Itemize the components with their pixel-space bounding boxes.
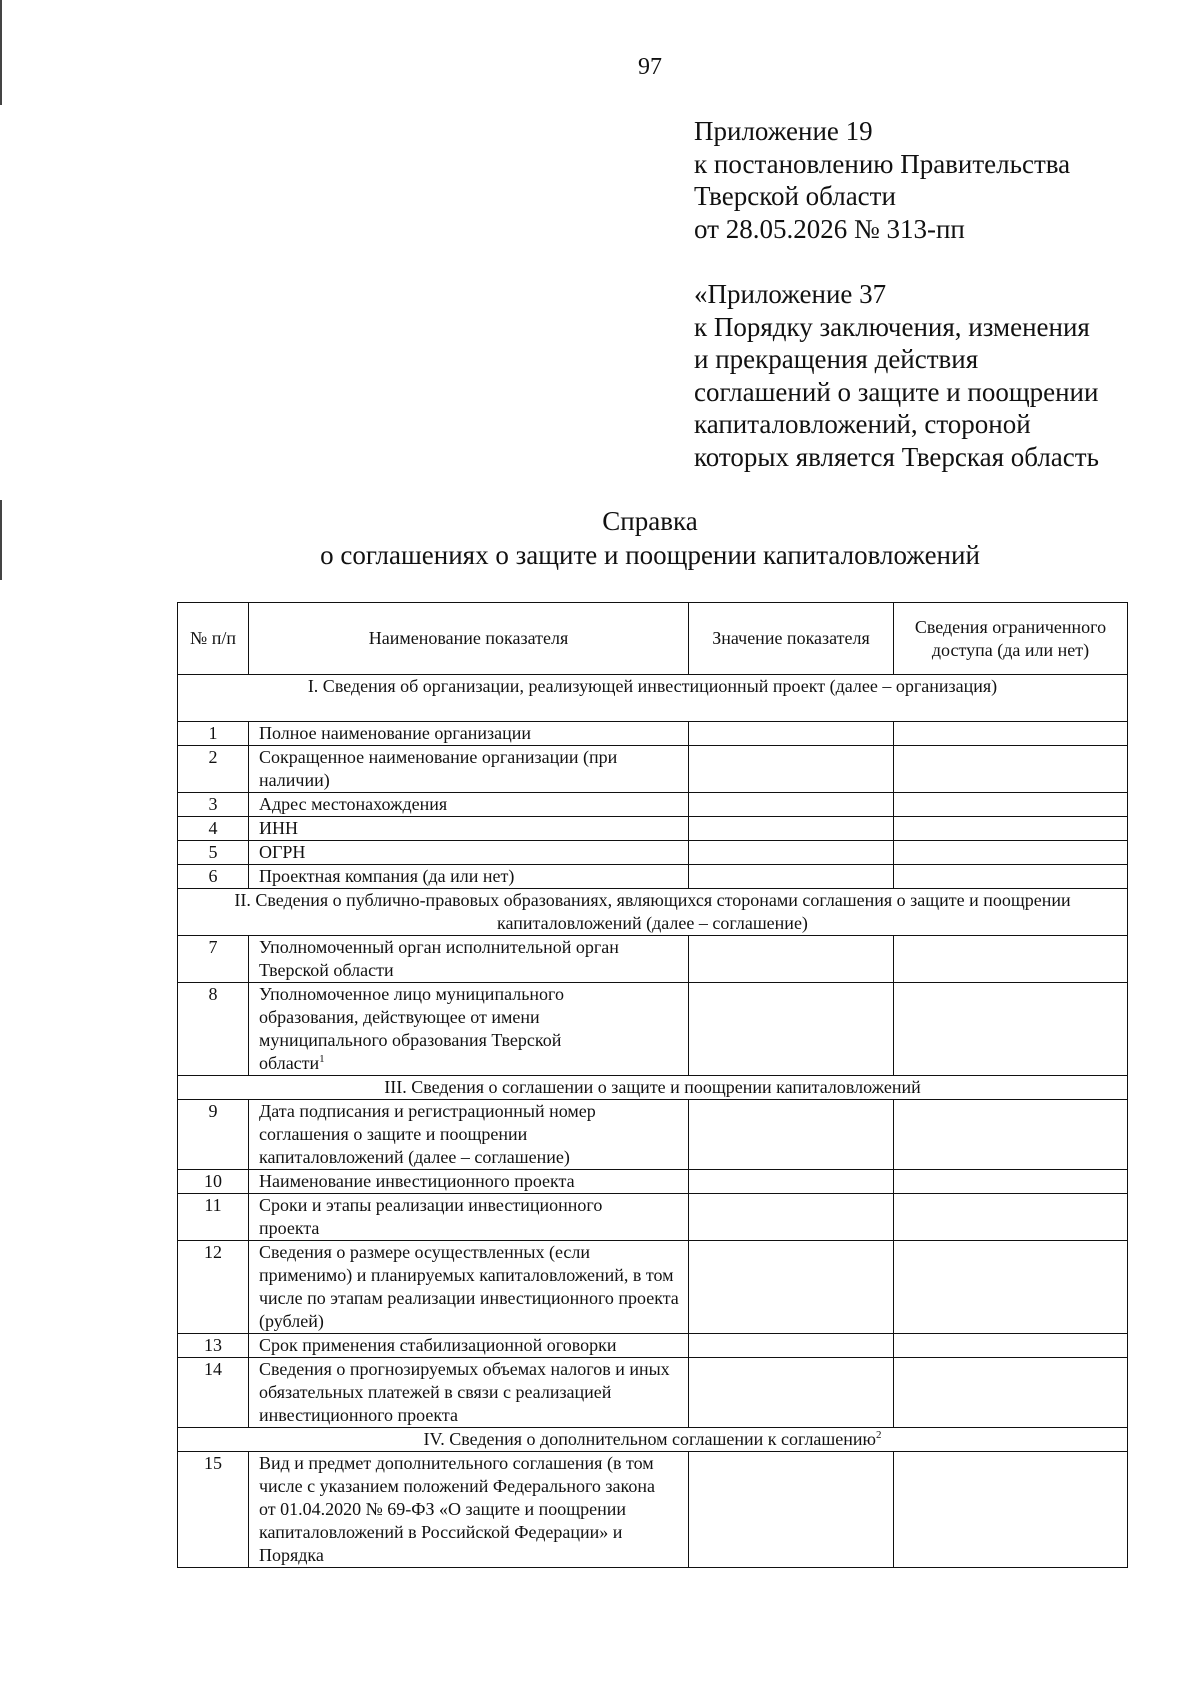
footnote-marker: 2 — [875, 1429, 882, 1441]
appendix-sub-line: которых является Тверская область — [694, 441, 1099, 472]
row-name-cell — [249, 983, 689, 1076]
appendix-sub-line: «Приложение 37 — [694, 279, 887, 309]
table-row — [178, 1241, 1128, 1334]
appendix-main-line: от 28.05.2026 № 313-пп — [694, 213, 965, 244]
row-number: 6 — [178, 865, 249, 889]
title-line-2: о соглашениях о защите и поощрении капиталовложений — [320, 540, 980, 570]
row-restricted-cell — [894, 1358, 1128, 1428]
row-value-cell — [689, 1358, 894, 1428]
section-title: I. Сведения об организации, реализующей инвестиционный проект (далее – организация) — [178, 675, 1128, 722]
row-restricted-cell — [894, 746, 1128, 793]
row-value-cell — [689, 1334, 894, 1358]
row-number: 14 — [178, 1358, 249, 1428]
appendix-sub-line: и прекращения действия — [694, 344, 979, 374]
row-name: Вид и предмет дополнительного соглашения (в том числе с указанием положений Федерального закона от 01.04.2020 № 69-ФЗ «О защите и поощрении капиталовложений в Российской Федерации» и Порядка — [249, 1452, 689, 1568]
row-restricted-cell — [894, 1194, 1128, 1241]
row-value-cell — [689, 722, 894, 746]
scan-edge-mark-top — [0, 0, 2, 105]
header-restricted: Сведения ограниченного доступа (да или нет) — [894, 603, 1128, 675]
section-title: IV. Сведения о дополнительном соглашении к соглашению — [423, 1429, 876, 1449]
row-value-cell — [689, 746, 894, 793]
table-row — [178, 1100, 1128, 1170]
row-restricted-cell — [894, 722, 1128, 746]
row-name: Дата подписания и регистрационный номер соглашения о защите и поощрении капиталовложений (далее – соглашение) — [249, 1100, 689, 1170]
table-row — [178, 865, 1128, 889]
row-value-cell — [689, 1170, 894, 1194]
appendix-main-line: Приложение 19 — [694, 116, 873, 146]
section-row — [178, 675, 1128, 722]
row-value-cell — [689, 865, 894, 889]
table-row — [178, 793, 1128, 817]
table-row — [178, 1170, 1128, 1194]
row-restricted-cell — [894, 793, 1128, 817]
row-value-cell — [689, 936, 894, 983]
row-name: Наименование инвестиционного проекта — [249, 1170, 689, 1194]
row-name: Уполномоченный орган исполнительной орган Тверской области — [249, 936, 689, 983]
table-row — [178, 1358, 1128, 1428]
row-number: 11 — [178, 1194, 249, 1241]
row-name: Полное наименование организации — [249, 722, 689, 746]
row-number: 2 — [178, 746, 249, 793]
appendix-sub-line: к Порядку заключения, изменения — [694, 311, 1090, 342]
indicators-table — [177, 602, 1128, 1568]
row-number: 8 — [178, 983, 249, 1076]
row-restricted-cell — [894, 1241, 1128, 1334]
table-row — [178, 983, 1128, 1076]
row-number: 12 — [178, 1241, 249, 1334]
row-restricted-cell — [894, 817, 1128, 841]
row-number: 5 — [178, 841, 249, 865]
row-name: Срок применения стабилизационной оговорки — [249, 1334, 689, 1358]
appendix-sub — [694, 278, 1099, 473]
table-row — [178, 1334, 1128, 1358]
section-title: III. Сведения о соглашении о защите и поощрении капиталовложений — [178, 1076, 1128, 1100]
row-value-cell — [689, 1100, 894, 1170]
appendix-main-line: к постановлению Правительства — [694, 148, 1071, 179]
document-title — [0, 504, 1200, 572]
row-name: Сведения о размере осуществленных (если применимо) и планируемых капиталовложений, в том числе по этапам реализации инвестиционного проекта (рублей) — [249, 1241, 689, 1334]
table-header-row — [178, 603, 1128, 675]
row-value-cell — [689, 817, 894, 841]
appendix-sub-line: капиталовложений, стороной — [694, 409, 1031, 439]
section-row — [178, 889, 1128, 936]
row-name: Сроки и этапы реализации инвестиционного проекта — [249, 1194, 689, 1241]
table-row — [178, 1452, 1128, 1568]
row-value-cell — [689, 983, 894, 1076]
appendix-sub-line: соглашений о защите и поощрении — [694, 376, 1099, 407]
row-name: Сокращенное наименование организации (при наличии) — [249, 746, 689, 793]
table-row — [178, 841, 1128, 865]
title-line-1: Справка — [602, 506, 698, 536]
row-restricted-cell — [894, 841, 1128, 865]
row-number: 9 — [178, 1100, 249, 1170]
section-title: II. Сведения о публично-правовых образованиях, являющихся сторонами соглашения о защите и поощрении капиталовложений (далее – соглашение) — [178, 889, 1128, 936]
row-restricted-cell — [894, 1334, 1128, 1358]
table-row — [178, 817, 1128, 841]
row-value-cell — [689, 841, 894, 865]
page-number: 97 — [638, 54, 662, 80]
row-name: ОГРН — [249, 841, 689, 865]
row-restricted-cell — [894, 936, 1128, 983]
table-row — [178, 746, 1128, 793]
row-restricted-cell — [894, 1452, 1128, 1568]
table-row — [178, 936, 1128, 983]
row-name: Адрес местонахождения — [249, 793, 689, 817]
row-restricted-cell — [894, 1170, 1128, 1194]
row-restricted-cell — [894, 865, 1128, 889]
row-number: 13 — [178, 1334, 249, 1358]
row-name: Уполномоченное лицо муниципального образования, действующее от имени муниципального образования Тверской области — [259, 984, 564, 1073]
header-value: Значение показателя — [689, 603, 894, 675]
row-value-cell — [689, 1194, 894, 1241]
table-row — [178, 1194, 1128, 1241]
footnote-marker: 1 — [319, 1053, 325, 1065]
row-value-cell — [689, 1241, 894, 1334]
row-restricted-cell — [894, 1100, 1128, 1170]
row-restricted-cell — [894, 983, 1128, 1076]
row-number: 3 — [178, 793, 249, 817]
row-number: 1 — [178, 722, 249, 746]
row-name: Проектная компания (да или нет) — [249, 865, 689, 889]
row-value-cell — [689, 793, 894, 817]
row-name: Сведения о прогнозируемых объемах налогов и иных обязательных платежей в связи с реализацией инвестиционного проекта — [249, 1358, 689, 1428]
header-name: Наименование показателя — [249, 603, 689, 675]
row-name: ИНН — [249, 817, 689, 841]
row-value-cell — [689, 1452, 894, 1568]
section-row — [178, 1076, 1128, 1100]
table-row — [178, 722, 1128, 746]
row-number: 4 — [178, 817, 249, 841]
row-number: 10 — [178, 1170, 249, 1194]
appendix-main-line: Тверской области — [694, 181, 896, 211]
header-num: № п/п — [178, 603, 249, 675]
row-number: 7 — [178, 936, 249, 983]
section-title-cell — [178, 1428, 1128, 1452]
appendix-main — [694, 115, 1070, 245]
row-number: 15 — [178, 1452, 249, 1568]
section-row — [178, 1428, 1128, 1452]
